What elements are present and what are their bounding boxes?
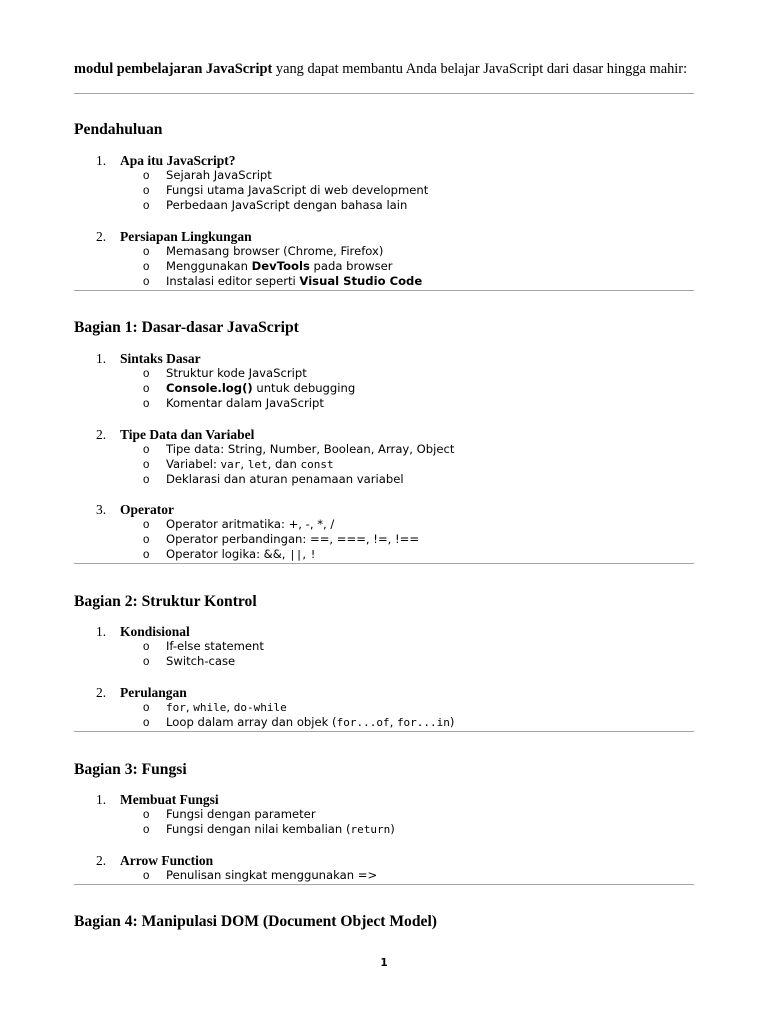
bullet-icon: o (143, 368, 150, 380)
horizontal-rule (74, 563, 694, 564)
bullet-icon: o (143, 702, 150, 714)
bullet-icon: o (143, 459, 150, 471)
bullet-icon: o (143, 474, 150, 486)
horizontal-rule (74, 731, 694, 732)
bullet-icon: o (143, 185, 150, 197)
bullet-icon: o (143, 519, 150, 531)
intro-paragraph (74, 61, 694, 77)
bullet-icon: o (143, 170, 150, 182)
bullet-icon: o (143, 200, 150, 212)
sub-item: o Instalasi editor seperti Visual Studio Code (143, 274, 423, 288)
list-item: 2. Perulangan (96, 685, 187, 700)
list-item: 2. Persiapan Lingkungan (96, 229, 252, 244)
sub-item: o Switch-case (143, 654, 236, 668)
sub-item: o Penulisan singkat menggunakan => (143, 868, 378, 882)
sub-item: o Menggunakan DevTools pada browser (143, 259, 393, 273)
sub-item: o for, while, do-while (143, 700, 287, 714)
bullet-icon: o (143, 549, 150, 561)
sub-item: o Fungsi utama JavaScript di web development (143, 183, 429, 197)
horizontal-rule (74, 884, 694, 885)
list-item: 1. Membuat Fungsi (96, 792, 219, 807)
sub-item: o Operator aritmatika: +, -, *, / (143, 517, 335, 531)
sub-item: o Loop dalam array dan objek (for...of, for...in) (143, 715, 455, 729)
bullet-icon: o (143, 383, 150, 395)
page-number: 1 (380, 957, 388, 969)
bullet-icon: o (143, 809, 150, 821)
sub-item: o Operator perbandingan: ==, ===, !=, !== (143, 532, 420, 546)
horizontal-rule (74, 290, 694, 291)
bullet-icon: o (143, 717, 150, 729)
list-item: 1. Sintaks Dasar (96, 351, 201, 366)
bullet-icon: o (143, 246, 150, 258)
bullet-icon: o (143, 641, 150, 653)
sub-item: o Variabel: var, let, dan const (143, 457, 334, 471)
bullet-icon: o (143, 276, 150, 288)
sub-item: o Tipe data: String, Number, Boolean, Array, Object (143, 442, 455, 456)
sub-item: o Console.log() untuk debugging (143, 381, 356, 395)
section-heading-bagian-3: Bagian 3: Fungsi (74, 761, 187, 778)
intro-rest: yang dapat membantu Anda belajar JavaScript dari dasar hingga mahir: (272, 61, 688, 77)
horizontal-rule (74, 93, 694, 94)
sub-item: o Fungsi dengan parameter (143, 807, 316, 821)
list-item: 1. Kondisional (96, 624, 190, 639)
bullet-icon: o (143, 870, 150, 882)
bullet-icon: o (143, 398, 150, 410)
list-item: 2. Arrow Function (96, 853, 214, 868)
bullet-icon: o (143, 824, 150, 836)
list-item: 2. Tipe Data dan Variabel (96, 427, 255, 442)
bullet-icon: o (143, 444, 150, 456)
sub-item: o Struktur kode JavaScript (143, 366, 307, 380)
section-heading-bagian-4: Bagian 4: Manipulasi DOM (Document Object Model) (74, 913, 437, 930)
intro-bold: modul pembelajaran JavaScript (74, 61, 273, 77)
sub-item: o Perbedaan JavaScript dengan bahasa lain (143, 198, 408, 212)
bullet-icon: o (143, 656, 150, 668)
sub-item: o Fungsi dengan nilai kembalian (return) (143, 822, 395, 836)
sub-item: o Memasang browser (Chrome, Firefox) (143, 244, 384, 258)
sub-item: o Deklarasi dan aturan penamaan variabel (143, 472, 404, 486)
bullet-icon: o (143, 261, 150, 273)
list-item: 1. Apa itu JavaScript? (96, 153, 236, 168)
sub-item: o Sejarah JavaScript (143, 168, 272, 182)
sub-item: o Komentar dalam JavaScript (143, 396, 324, 410)
section-heading-pendahuluan: Pendahuluan (74, 121, 163, 138)
bullet-icon: o (143, 534, 150, 546)
sub-item: o Operator logika: &&, ||, ! (143, 547, 317, 561)
section-heading-bagian-1: Bagian 1: Dasar-dasar JavaScript (74, 319, 299, 336)
sub-item: o If-else statement (143, 639, 264, 653)
list-item: 3. Operator (96, 502, 174, 517)
section-heading-bagian-2: Bagian 2: Struktur Kontrol (74, 593, 257, 610)
